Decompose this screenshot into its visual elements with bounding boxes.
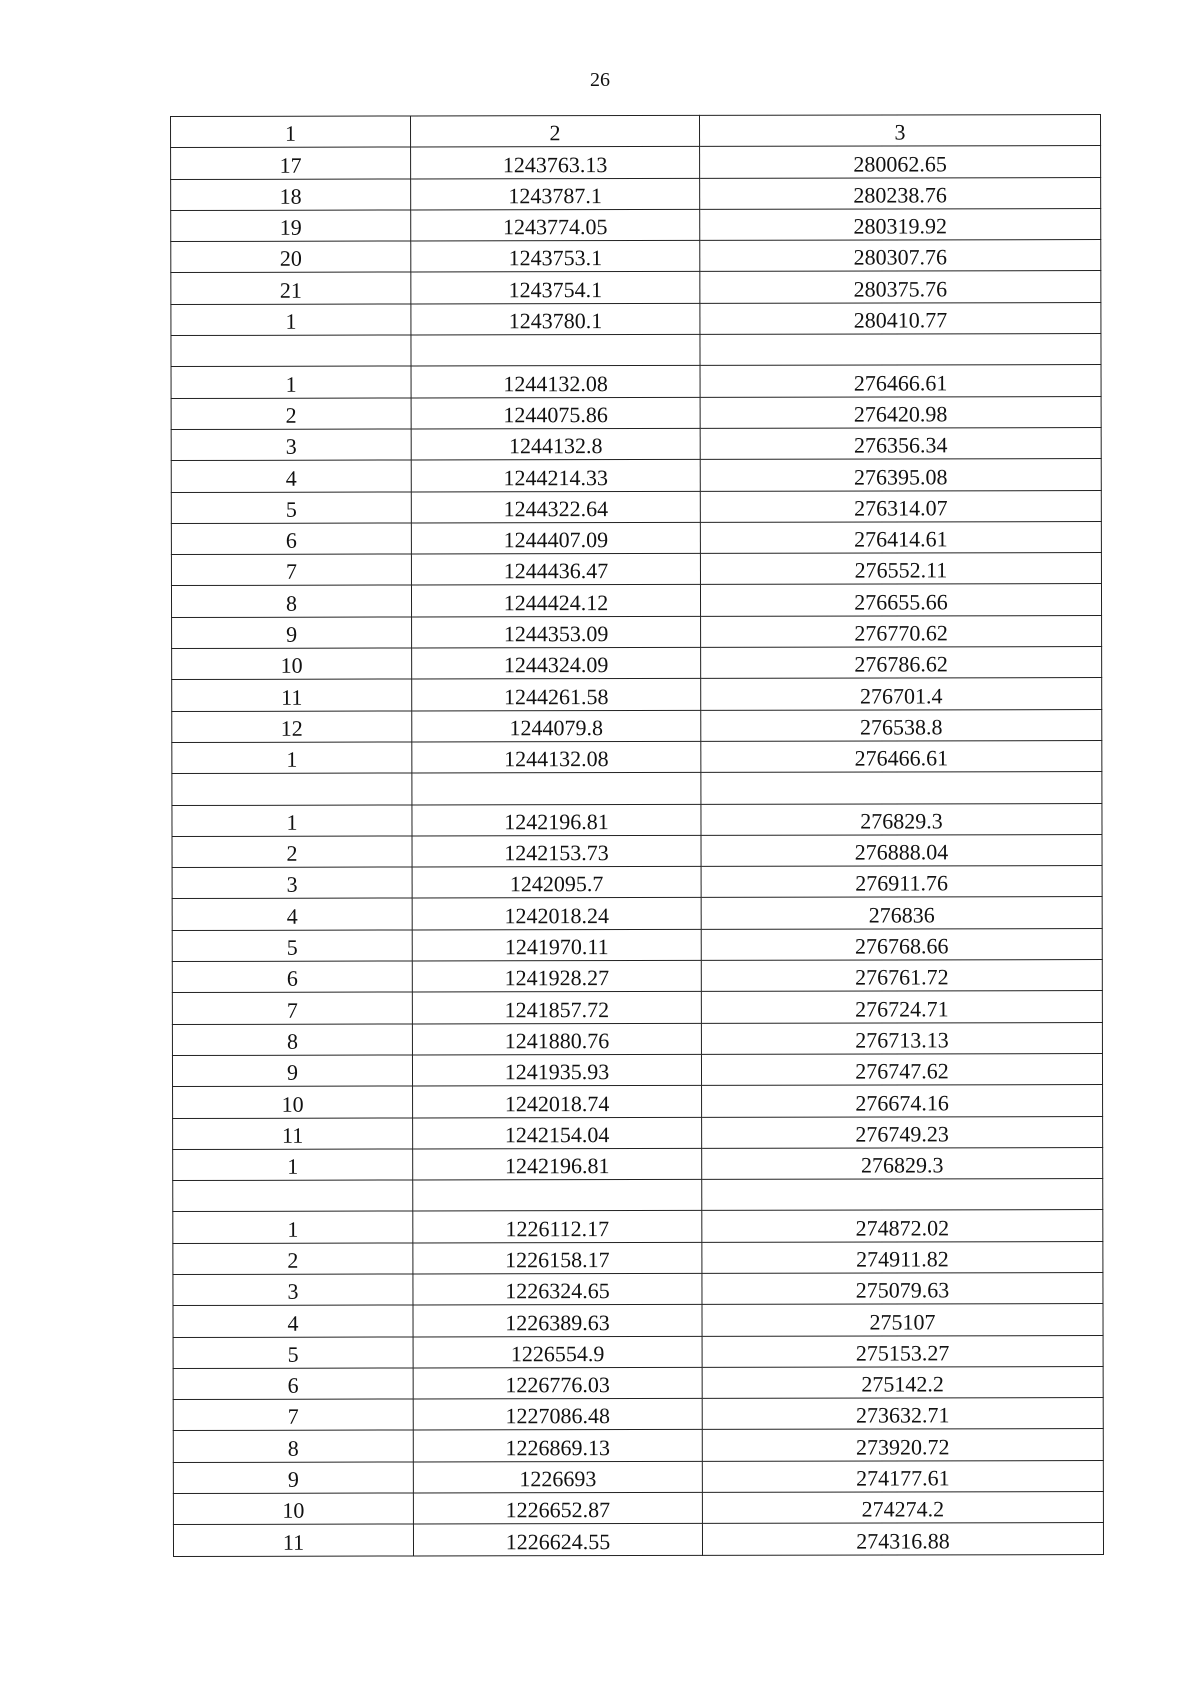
table-cell: 1227086.48 bbox=[413, 1399, 702, 1431]
table-cell: 7 bbox=[173, 1399, 413, 1431]
table-cell bbox=[173, 1180, 413, 1212]
table-cell: 276466.61 bbox=[701, 740, 1102, 772]
table-row bbox=[172, 803, 1102, 836]
table-row bbox=[171, 396, 1101, 429]
table-cell: 1 bbox=[171, 366, 411, 398]
table-cell bbox=[412, 773, 701, 805]
table-row bbox=[172, 866, 1102, 899]
table-cell: 276770.62 bbox=[701, 615, 1102, 647]
table-cell: 11 bbox=[173, 1117, 413, 1149]
table-row bbox=[173, 1335, 1103, 1368]
table-row bbox=[171, 428, 1101, 461]
table-cell: 1243753.1 bbox=[411, 241, 700, 273]
table-row bbox=[173, 1116, 1103, 1149]
table-row bbox=[172, 647, 1102, 680]
table-cell: 1241928.27 bbox=[412, 960, 701, 992]
table-cell: 5 bbox=[173, 1337, 413, 1369]
table-cell: 10 bbox=[173, 1086, 413, 1118]
table-row bbox=[172, 709, 1102, 742]
table-cell: 1244353.09 bbox=[412, 616, 701, 648]
table-row bbox=[172, 1022, 1102, 1055]
table-cell: 1226158.17 bbox=[413, 1242, 702, 1274]
table-row bbox=[173, 1273, 1103, 1306]
table-cell: 4 bbox=[173, 1305, 413, 1337]
table-cell: 1244075.86 bbox=[411, 397, 700, 429]
table-cell: 1 bbox=[172, 742, 412, 774]
table-row bbox=[172, 960, 1102, 993]
table-cell: 276836 bbox=[701, 897, 1102, 929]
table-row bbox=[173, 1085, 1103, 1118]
table-cell: 6 bbox=[173, 1368, 413, 1400]
table-cell: 1241880.76 bbox=[412, 1023, 701, 1055]
table-cell: 8 bbox=[173, 1430, 413, 1462]
table-cell bbox=[413, 1179, 702, 1211]
table-cell: 276538.8 bbox=[701, 709, 1102, 741]
table-cell: 1 bbox=[173, 1211, 413, 1243]
header-cell: 1 bbox=[171, 116, 411, 148]
table-cell: 276655.66 bbox=[700, 584, 1101, 616]
table-cell: 274177.61 bbox=[702, 1460, 1103, 1492]
table-cell: 21 bbox=[171, 272, 411, 304]
table-cell bbox=[411, 334, 700, 366]
table-cell: 276356.34 bbox=[700, 428, 1101, 460]
table-cell: 1242196.81 bbox=[412, 804, 701, 836]
table-cell: 1226693 bbox=[413, 1461, 702, 1493]
table-cell: 280410.77 bbox=[700, 302, 1101, 334]
table-cell: 276314.07 bbox=[700, 490, 1101, 522]
table-cell bbox=[172, 773, 412, 805]
table-row bbox=[171, 459, 1101, 492]
table-cell: 1243787.1 bbox=[411, 178, 700, 210]
table-cell: 1243774.05 bbox=[411, 209, 700, 241]
table-cell bbox=[702, 1179, 1103, 1211]
table-cell: 274911.82 bbox=[702, 1241, 1103, 1273]
table-cell: 1242018.74 bbox=[413, 1086, 702, 1118]
table-cell: 1226389.63 bbox=[413, 1305, 702, 1337]
table-cell: 276829.3 bbox=[701, 803, 1102, 835]
table-cell: 10 bbox=[173, 1493, 413, 1525]
table-cell: 276786.62 bbox=[701, 647, 1102, 679]
table-row bbox=[171, 490, 1101, 523]
table-cell: 1244424.12 bbox=[411, 585, 700, 617]
table-cell: 275107 bbox=[702, 1304, 1103, 1336]
table-cell: 2 bbox=[171, 398, 411, 430]
table-cell: 1244079.8 bbox=[412, 710, 701, 742]
table-row bbox=[171, 146, 1101, 179]
table-row bbox=[172, 772, 1102, 805]
table-cell: 1226776.03 bbox=[413, 1367, 702, 1399]
table-row bbox=[171, 240, 1101, 273]
table-row bbox=[171, 553, 1101, 586]
table-row bbox=[171, 584, 1101, 617]
table-row bbox=[172, 740, 1102, 773]
table-cell: 276420.98 bbox=[700, 396, 1101, 428]
table-cell: 20 bbox=[171, 241, 411, 273]
table-cell: 276674.16 bbox=[702, 1085, 1103, 1117]
table-cell: 273920.72 bbox=[702, 1429, 1103, 1461]
table-cell: 1226652.87 bbox=[413, 1492, 702, 1524]
table-cell: 276466.61 bbox=[700, 365, 1101, 397]
table-row bbox=[172, 897, 1102, 930]
table-cell: 6 bbox=[172, 961, 412, 993]
table-header-row bbox=[171, 115, 1101, 148]
table-cell: 276888.04 bbox=[701, 834, 1102, 866]
table-row bbox=[172, 928, 1102, 961]
table-cell: 1 bbox=[172, 805, 412, 837]
table-row bbox=[171, 302, 1101, 335]
table-cell: 280238.76 bbox=[700, 177, 1101, 209]
table-cell: 2 bbox=[173, 1243, 413, 1275]
table-cell: 5 bbox=[172, 930, 412, 962]
table-cell bbox=[171, 335, 411, 367]
table-cell: 275142.2 bbox=[702, 1366, 1103, 1398]
table-cell: 275153.27 bbox=[702, 1335, 1103, 1367]
table-cell: 274274.2 bbox=[702, 1492, 1103, 1524]
table-cell: 7 bbox=[171, 554, 411, 586]
table-cell: 19 bbox=[171, 210, 411, 242]
table-cell: 1 bbox=[171, 304, 411, 336]
header-cell: 3 bbox=[699, 115, 1100, 147]
table-row bbox=[172, 1053, 1102, 1086]
table-row bbox=[173, 1523, 1103, 1556]
table-cell: 1244132.8 bbox=[411, 428, 700, 460]
table-cell: 276768.66 bbox=[701, 928, 1102, 960]
table-row bbox=[171, 208, 1101, 241]
table-cell: 280319.92 bbox=[700, 208, 1101, 240]
table-cell: 1242153.73 bbox=[412, 835, 701, 867]
table-cell: 1244214.33 bbox=[411, 460, 700, 492]
table-cell: 1243780.1 bbox=[411, 303, 700, 335]
table-cell: 5 bbox=[171, 492, 411, 524]
table-row bbox=[172, 615, 1102, 648]
table-cell: 280375.76 bbox=[700, 271, 1101, 303]
table-cell: 3 bbox=[173, 1274, 413, 1306]
table-cell: 276829.3 bbox=[702, 1147, 1103, 1179]
table-cell: 1244261.58 bbox=[412, 679, 701, 711]
table-row bbox=[173, 1429, 1103, 1462]
table-cell: 11 bbox=[173, 1524, 413, 1556]
table-cell: 276414.61 bbox=[700, 521, 1101, 553]
table-cell: 274872.02 bbox=[702, 1210, 1103, 1242]
table-cell: 280062.65 bbox=[700, 146, 1101, 178]
table-cell: 276761.72 bbox=[701, 960, 1102, 992]
table-row bbox=[173, 1460, 1103, 1493]
table-cell: 8 bbox=[171, 585, 411, 617]
table-cell: 9 bbox=[173, 1462, 413, 1494]
table-cell: 1242154.04 bbox=[413, 1117, 702, 1149]
table-cell: 1244132.08 bbox=[411, 366, 700, 398]
table-cell: 276701.4 bbox=[701, 678, 1102, 710]
table-cell: 4 bbox=[172, 898, 412, 930]
table-row bbox=[171, 271, 1101, 304]
table-cell: 18 bbox=[171, 179, 411, 211]
table-cell: 1244322.64 bbox=[411, 491, 700, 523]
table-row bbox=[171, 334, 1101, 367]
table-cell: 6 bbox=[171, 523, 411, 555]
table-row bbox=[173, 1241, 1103, 1274]
table-row bbox=[172, 991, 1102, 1024]
table-cell: 1244407.09 bbox=[411, 522, 700, 554]
table-row bbox=[173, 1147, 1103, 1180]
table-cell: 1226624.55 bbox=[413, 1524, 702, 1556]
table-cell: 3 bbox=[172, 867, 412, 899]
table-cell: 1 bbox=[173, 1149, 413, 1181]
table-cell: 1243754.1 bbox=[411, 272, 700, 304]
table-cell: 276911.76 bbox=[701, 866, 1102, 898]
table-row bbox=[172, 834, 1102, 867]
table-cell: 1242018.24 bbox=[412, 898, 701, 930]
table-cell: 1244132.08 bbox=[412, 741, 701, 773]
table-cell: 1242095.7 bbox=[412, 867, 701, 899]
table-cell: 276552.11 bbox=[700, 553, 1101, 585]
table-cell: 17 bbox=[171, 147, 411, 179]
table-cell: 274316.88 bbox=[702, 1523, 1103, 1555]
table-row bbox=[173, 1398, 1103, 1431]
table-cell: 1244436.47 bbox=[411, 554, 700, 586]
table-cell: 275079.63 bbox=[702, 1273, 1103, 1305]
table-body bbox=[171, 146, 1104, 1556]
table-row bbox=[171, 365, 1101, 398]
table-row bbox=[173, 1304, 1103, 1337]
table-cell bbox=[701, 772, 1102, 804]
table-cell: 1243763.13 bbox=[411, 147, 700, 179]
page-number: 26 bbox=[590, 69, 610, 91]
table-cell: 1226112.17 bbox=[413, 1211, 702, 1243]
table-cell: 3 bbox=[171, 429, 411, 461]
table-row bbox=[173, 1179, 1103, 1212]
table-cell: 276747.62 bbox=[701, 1053, 1102, 1085]
table-cell: 1226554.9 bbox=[413, 1336, 702, 1368]
table-cell: 1244324.09 bbox=[412, 647, 701, 679]
table-cell: 276395.08 bbox=[700, 459, 1101, 491]
table-cell: 4 bbox=[171, 460, 411, 492]
table-row bbox=[171, 177, 1101, 210]
table-row bbox=[171, 521, 1101, 554]
table-row bbox=[173, 1210, 1103, 1243]
table-cell: 1226869.13 bbox=[413, 1430, 702, 1462]
table-cell: 1226324.65 bbox=[413, 1273, 702, 1305]
table-row bbox=[172, 678, 1102, 711]
table-cell: 273632.71 bbox=[702, 1398, 1103, 1430]
coordinates-table bbox=[170, 114, 1104, 1557]
table-cell: 12 bbox=[172, 711, 412, 743]
table-cell: 8 bbox=[172, 1024, 412, 1056]
table-cell: 276724.71 bbox=[701, 991, 1102, 1023]
header-cell: 2 bbox=[411, 115, 700, 147]
table-cell: 10 bbox=[172, 648, 412, 680]
table-cell: 1241970.11 bbox=[412, 929, 701, 961]
table-cell: 11 bbox=[172, 679, 412, 711]
table-row bbox=[173, 1492, 1103, 1525]
table-cell bbox=[700, 334, 1101, 366]
table-cell: 280307.76 bbox=[700, 240, 1101, 272]
table-cell: 276749.23 bbox=[702, 1116, 1103, 1148]
table-cell: 1241857.72 bbox=[412, 992, 701, 1024]
table-cell: 1241935.93 bbox=[412, 1054, 701, 1086]
table-cell: 9 bbox=[172, 1055, 412, 1087]
table-cell: 7 bbox=[172, 992, 412, 1024]
table-cell: 276713.13 bbox=[701, 1022, 1102, 1054]
table-row bbox=[173, 1366, 1103, 1399]
table-cell: 9 bbox=[172, 617, 412, 649]
table-cell: 1242196.81 bbox=[413, 1148, 702, 1180]
table-cell: 2 bbox=[172, 836, 412, 868]
